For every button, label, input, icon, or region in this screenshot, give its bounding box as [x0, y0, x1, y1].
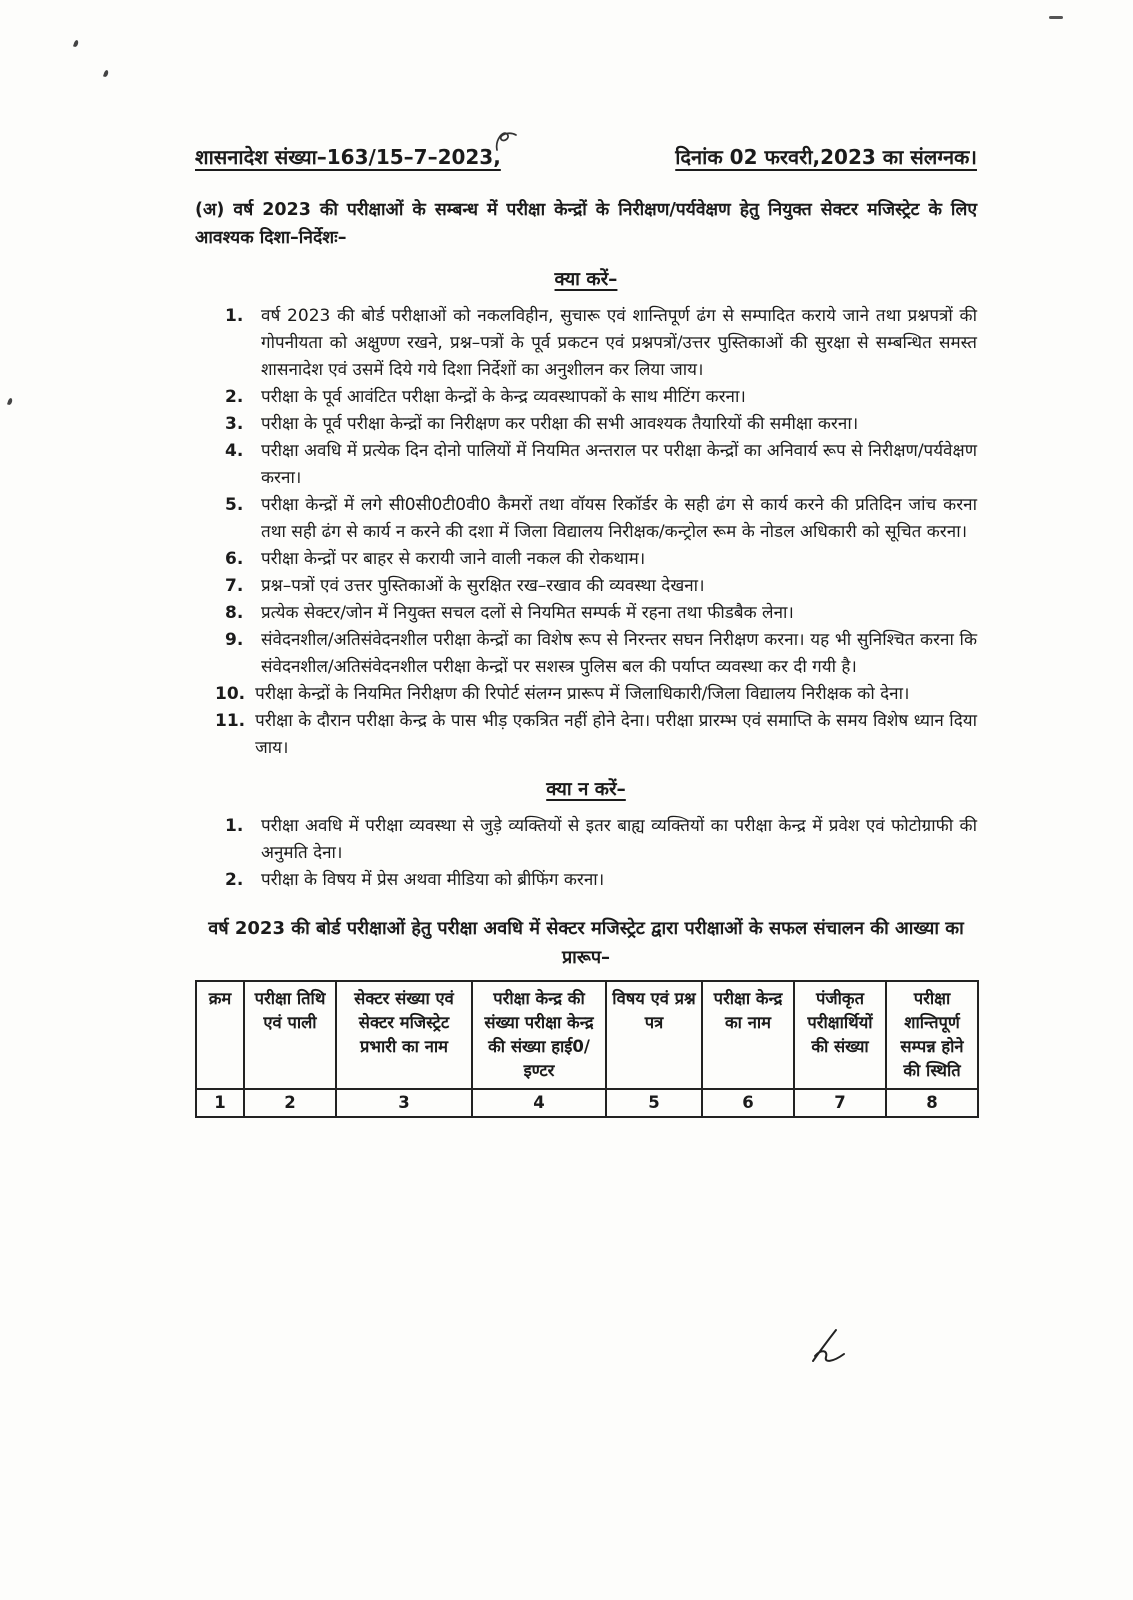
item-text: परीक्षा केन्द्रों में लगे सी0सी0टी0वी0 कैमरों तथा वॉयस रिकॉर्डर के सही ढंग से कार्य करने की प्रतिदिन जांच करना तथा सही ढंग से कार्य न करने की दशा में जिला विद्यालय निरीक्षक/कन्ट्रोल रूम के नोडल अधिकारी को सूचित करना।	[261, 495, 977, 542]
dont-list	[225, 813, 977, 894]
item-text: परीक्षा अवधि में प्रत्येक दिन दोनो पालियों में नियमित अन्तराल पर परीक्षा केन्द्रों का अनिवार्य रूप से निरीक्षण/पर्यवेक्षण करना।	[261, 441, 977, 488]
col-header: परीक्षा केन्द्र का नाम	[702, 981, 794, 1089]
report-format-table	[195, 980, 979, 1118]
item-text: वर्ष 2023 की बोर्ड परीक्षाओं को नकलविहीन, सुचारू एवं शान्तिपूर्ण ढंग से सम्पादित कराये जाने तथा प्रश्नपत्रों की गोपनीयता को अक्षुण्ण रखने, प्रश्न–पत्रों के पूर्व प्रकटन एवं प्रश्नपत्रों/उत्तर पुस्तिकाओं की सुरक्षा से सम्बन्धित समस्त शासनादेश एवं उसमें दिये गये दिशा निर्देशों का अनुशीलन कर लिया जाय।	[261, 306, 977, 380]
col-header: विषय एवं प्रश्न पत्र	[606, 981, 702, 1089]
item-text: परीक्षा के विषय में प्रेस अथवा मीडिया को ब्रीफिंग करना।	[261, 870, 605, 890]
list-item	[225, 411, 977, 438]
list-item	[225, 867, 977, 894]
col-header: परीक्षा शान्तिपूर्ण सम्पन्न होने की स्थिति	[886, 981, 978, 1089]
col-number: 1	[196, 1089, 244, 1117]
item-number: 4.	[225, 441, 244, 461]
document-header	[195, 143, 977, 170]
item-text: परीक्षा के दौरान परीक्षा केन्द्र के पास भीड़ एकत्रित नहीं होने देना। परीक्षा प्रारम्भ एवं समाप्ति के समय विशेष ध्यान दिया जाय।	[255, 711, 977, 758]
col-number: 6	[702, 1089, 794, 1117]
col-number: 3	[336, 1089, 472, 1117]
col-header: परीक्षा केन्द्र की संख्या परीक्षा केन्द्र की संख्या हाई0/इण्टर	[472, 981, 606, 1089]
list-item	[215, 708, 977, 762]
item-text: प्रत्येक सेक्टर/जोन में नियुक्त सचल दलों से नियमित सम्पर्क में रहना तथा फीडबैक लेना।	[261, 603, 794, 623]
table-header-row	[196, 981, 978, 1089]
item-text: परीक्षा अवधि में परीक्षा व्यवस्था से जुड़े व्यक्तियों से इतर बाह्य व्यक्तियों का परीक्षा केन्द्र में प्रवेश एवं फोटोग्राफी की अनुमति देना।	[261, 816, 977, 863]
scan-artifact	[7, 398, 13, 406]
col-number: 4	[472, 1089, 606, 1117]
col-number: 7	[794, 1089, 886, 1117]
item-text: परीक्षा के पूर्व आवंटित परीक्षा केन्द्रों के केन्द्र व्यवस्थापकों के साथ मीटिंग करना।	[261, 387, 746, 407]
item-number: 6.	[225, 549, 244, 569]
intro-paragraph: (अ) वर्ष 2023 की परीक्षाओं के सम्बन्ध में परीक्षा केन्द्रों के निरीक्षण/पर्यवेक्षण हेतु नियुक्त सेक्टर मजिस्ट्रेट के लिए आवश्यक दिशा–निर्देशः–	[195, 200, 977, 248]
col-number: 2	[244, 1089, 336, 1117]
item-text: प्रश्न–पत्रों एवं उत्तर पुस्तिकाओं के सुरक्षित रख–रखाव की व्यवस्था देखना।	[261, 576, 705, 596]
col-header: पंजीकृत परीक्षार्थियों की संख्या	[794, 981, 886, 1089]
col-header: क्रम	[196, 981, 244, 1089]
list-item	[225, 492, 977, 546]
scan-artifact	[73, 40, 79, 48]
order-number: शासनादेश संख्या–163/15–7–2023,	[195, 145, 501, 169]
item-number: 2.	[225, 387, 244, 407]
col-header: सेक्टर संख्या एवं सेक्टर मजिस्ट्रेट प्रभारी का नाम	[336, 981, 472, 1089]
item-text: परीक्षा केन्द्रों के नियमित निरीक्षण की रिपोर्ट संलग्न प्रारूप में जिलाधिकारी/जिला विद्यालय निरीक्षक को देना।	[255, 684, 910, 704]
list-item	[225, 813, 977, 867]
item-number: 11.	[215, 711, 246, 731]
list-item	[225, 600, 977, 627]
order-date-attachment: दिनांक 02 फरवरी,2023 का संलग्नक।	[675, 145, 977, 169]
item-number: 2.	[225, 870, 244, 890]
scan-artifact	[1049, 16, 1063, 19]
list-item	[225, 384, 977, 411]
item-number: 1.	[225, 816, 244, 836]
list-item	[225, 303, 977, 384]
item-text: संवेदनशील/अतिसंवेदनशील परीक्षा केन्द्रों का विशेष रूप से निरन्तर सघन निरीक्षण करना। यह भी सुनिश्चित करना कि संवेदनशील/अतिसंवेदनशील परीक्षा केन्द्रों पर सशस्त्र पुलिस बल की पर्याप्त व्यवस्था कर दी गयी है।	[261, 630, 977, 677]
item-number: 9.	[225, 630, 244, 650]
scan-artifact	[103, 70, 109, 78]
list-item	[225, 438, 977, 492]
list-item	[225, 573, 977, 600]
do-list	[215, 303, 977, 762]
item-text: परीक्षा केन्द्रों पर बाहर से करायी जाने वाली नकल की रोकथाम।	[261, 549, 646, 569]
list-item	[225, 627, 977, 681]
item-text: परीक्षा के पूर्व परीक्षा केन्द्रों का निरीक्षण कर परीक्षा की सभी आवश्यक तैयारियों की समीक्षा करना।	[261, 414, 859, 434]
table-intro: वर्ष 2023 की बोर्ड परीक्षाओं हेतु परीक्षा अवधि में सेक्टर मजिस्ट्रेट द्वारा परीक्षाओं के सफल संचालन की आख्या का प्रारूप–	[208, 918, 964, 968]
handwritten-mark	[806, 1328, 850, 1366]
item-number: 1.	[225, 306, 244, 326]
item-number: 10.	[215, 684, 246, 704]
dont-section-title: क्या न करें–	[546, 779, 626, 800]
item-number: 5.	[225, 495, 244, 515]
col-number: 5	[606, 1089, 702, 1117]
col-header: परीक्षा तिथि एवं पाली	[244, 981, 336, 1089]
item-number: 8.	[225, 603, 244, 623]
list-item	[225, 546, 977, 573]
item-number: 3.	[225, 414, 244, 434]
col-number: 8	[886, 1089, 978, 1117]
item-number: 7.	[225, 576, 244, 596]
column-number-row	[196, 1089, 978, 1117]
list-item	[215, 681, 977, 708]
do-section-title: क्या करें–	[554, 269, 618, 290]
